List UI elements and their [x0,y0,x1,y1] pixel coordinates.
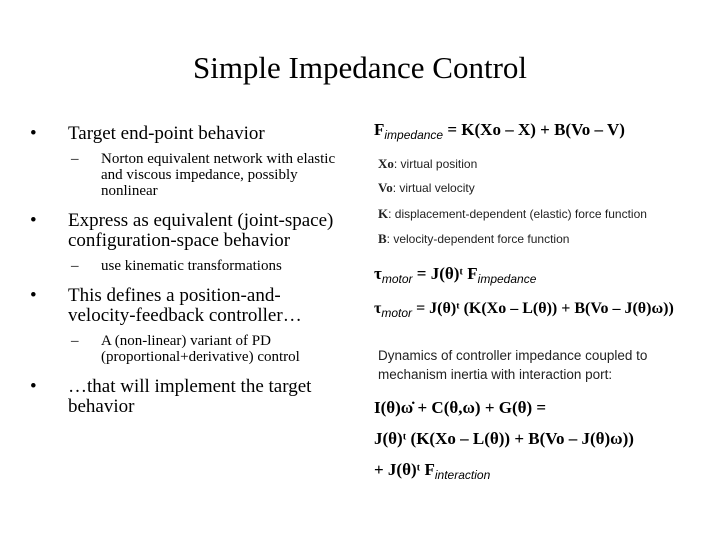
def-text: : velocity-dependent force function [386,232,570,246]
sub-bullet-item [28,258,348,274]
eq1-lhs-sub: impedance [384,128,444,142]
dynamics-equation-line2: J(θ)ᵗ (K(Xo – L(θ)) + B(Vo – J(θ)ω)) [374,429,634,448]
eq2-rhs-sub: impedance [477,272,537,286]
motor-torque-equation [374,264,536,286]
def-text: : displacement-dependent (elastic) force function [388,207,647,221]
bullet-item [28,377,348,417]
dash-glyph: – [71,258,79,274]
motor-torque-expanded-equation [374,300,674,320]
dash-glyph: – [71,151,79,167]
eq1-lhs: F [374,120,385,139]
def-symbol: B [378,231,387,246]
sub-bullet-text: Norton equivalent network with elastic and viscous impedance, possibly nonlinear [101,151,336,199]
bullet-item [28,286,348,326]
sub-bullet-text: A (non-linear) variant of PD (proportional+derivative) control [101,333,300,365]
eq2-lhs-sub: motor [381,272,413,286]
bullet-list [28,124,348,424]
impedance-equation [374,120,625,142]
bullet-item [28,211,348,251]
sub-bullet-text: use kinematic transformations [101,258,282,274]
definition-vo [378,180,475,196]
bullet-glyph: • [30,123,37,144]
eq3-lhs: τ [374,300,382,317]
bullet-glyph: • [30,210,37,231]
eq6-sub: interaction [434,468,491,482]
bullet-item [28,124,348,144]
sub-bullet-item [28,151,348,199]
dynamics-equation-line1: I(θ)ω̇ + C(θ,ω) + G(θ) = [374,398,547,417]
definition-k [378,206,647,222]
eq6-text: + J(θ)ᵗ F [374,460,435,479]
def-text: : virtual velocity [392,181,475,195]
def-symbol: K [378,206,389,221]
bullet-text: This defines a position-and-velocity-feedback controller… [68,285,302,326]
def-text: : virtual position [393,157,478,171]
eq1-rhs: = K(Xo – X) + B(Vo – V) [447,120,625,139]
sub-bullet-item [28,333,348,365]
bullet-glyph: • [30,376,37,397]
definition-b [378,231,569,247]
eq3-rhs: = J(θ)ᵗ (K(Xo – L(θ)) + B(Vo – J(θ)ω)) [416,300,674,317]
def-symbol: Xo [378,156,394,171]
bullet-glyph: • [30,285,37,306]
eq2-rhs: = J(θ)ᵗ F [416,264,478,283]
definition-xo [378,156,477,172]
bullet-text: Target end-point behavior [68,123,265,144]
dynamics-equation-line3 [374,460,490,482]
slide-title: Simple Impedance Control [192,50,528,85]
dash-glyph: – [71,333,79,349]
eq3-lhs-sub: motor [381,306,413,320]
bullet-text: Express as equivalent (joint-space) configuration-space behavior [68,210,334,251]
bullet-text: …that will implement the target behavior [68,376,312,417]
def-symbol: Vo [378,180,393,195]
eq2-lhs: τ [374,264,382,283]
dynamics-note: Dynamics of controller impedance coupled to mechanism inertia with interaction port: [378,348,648,382]
